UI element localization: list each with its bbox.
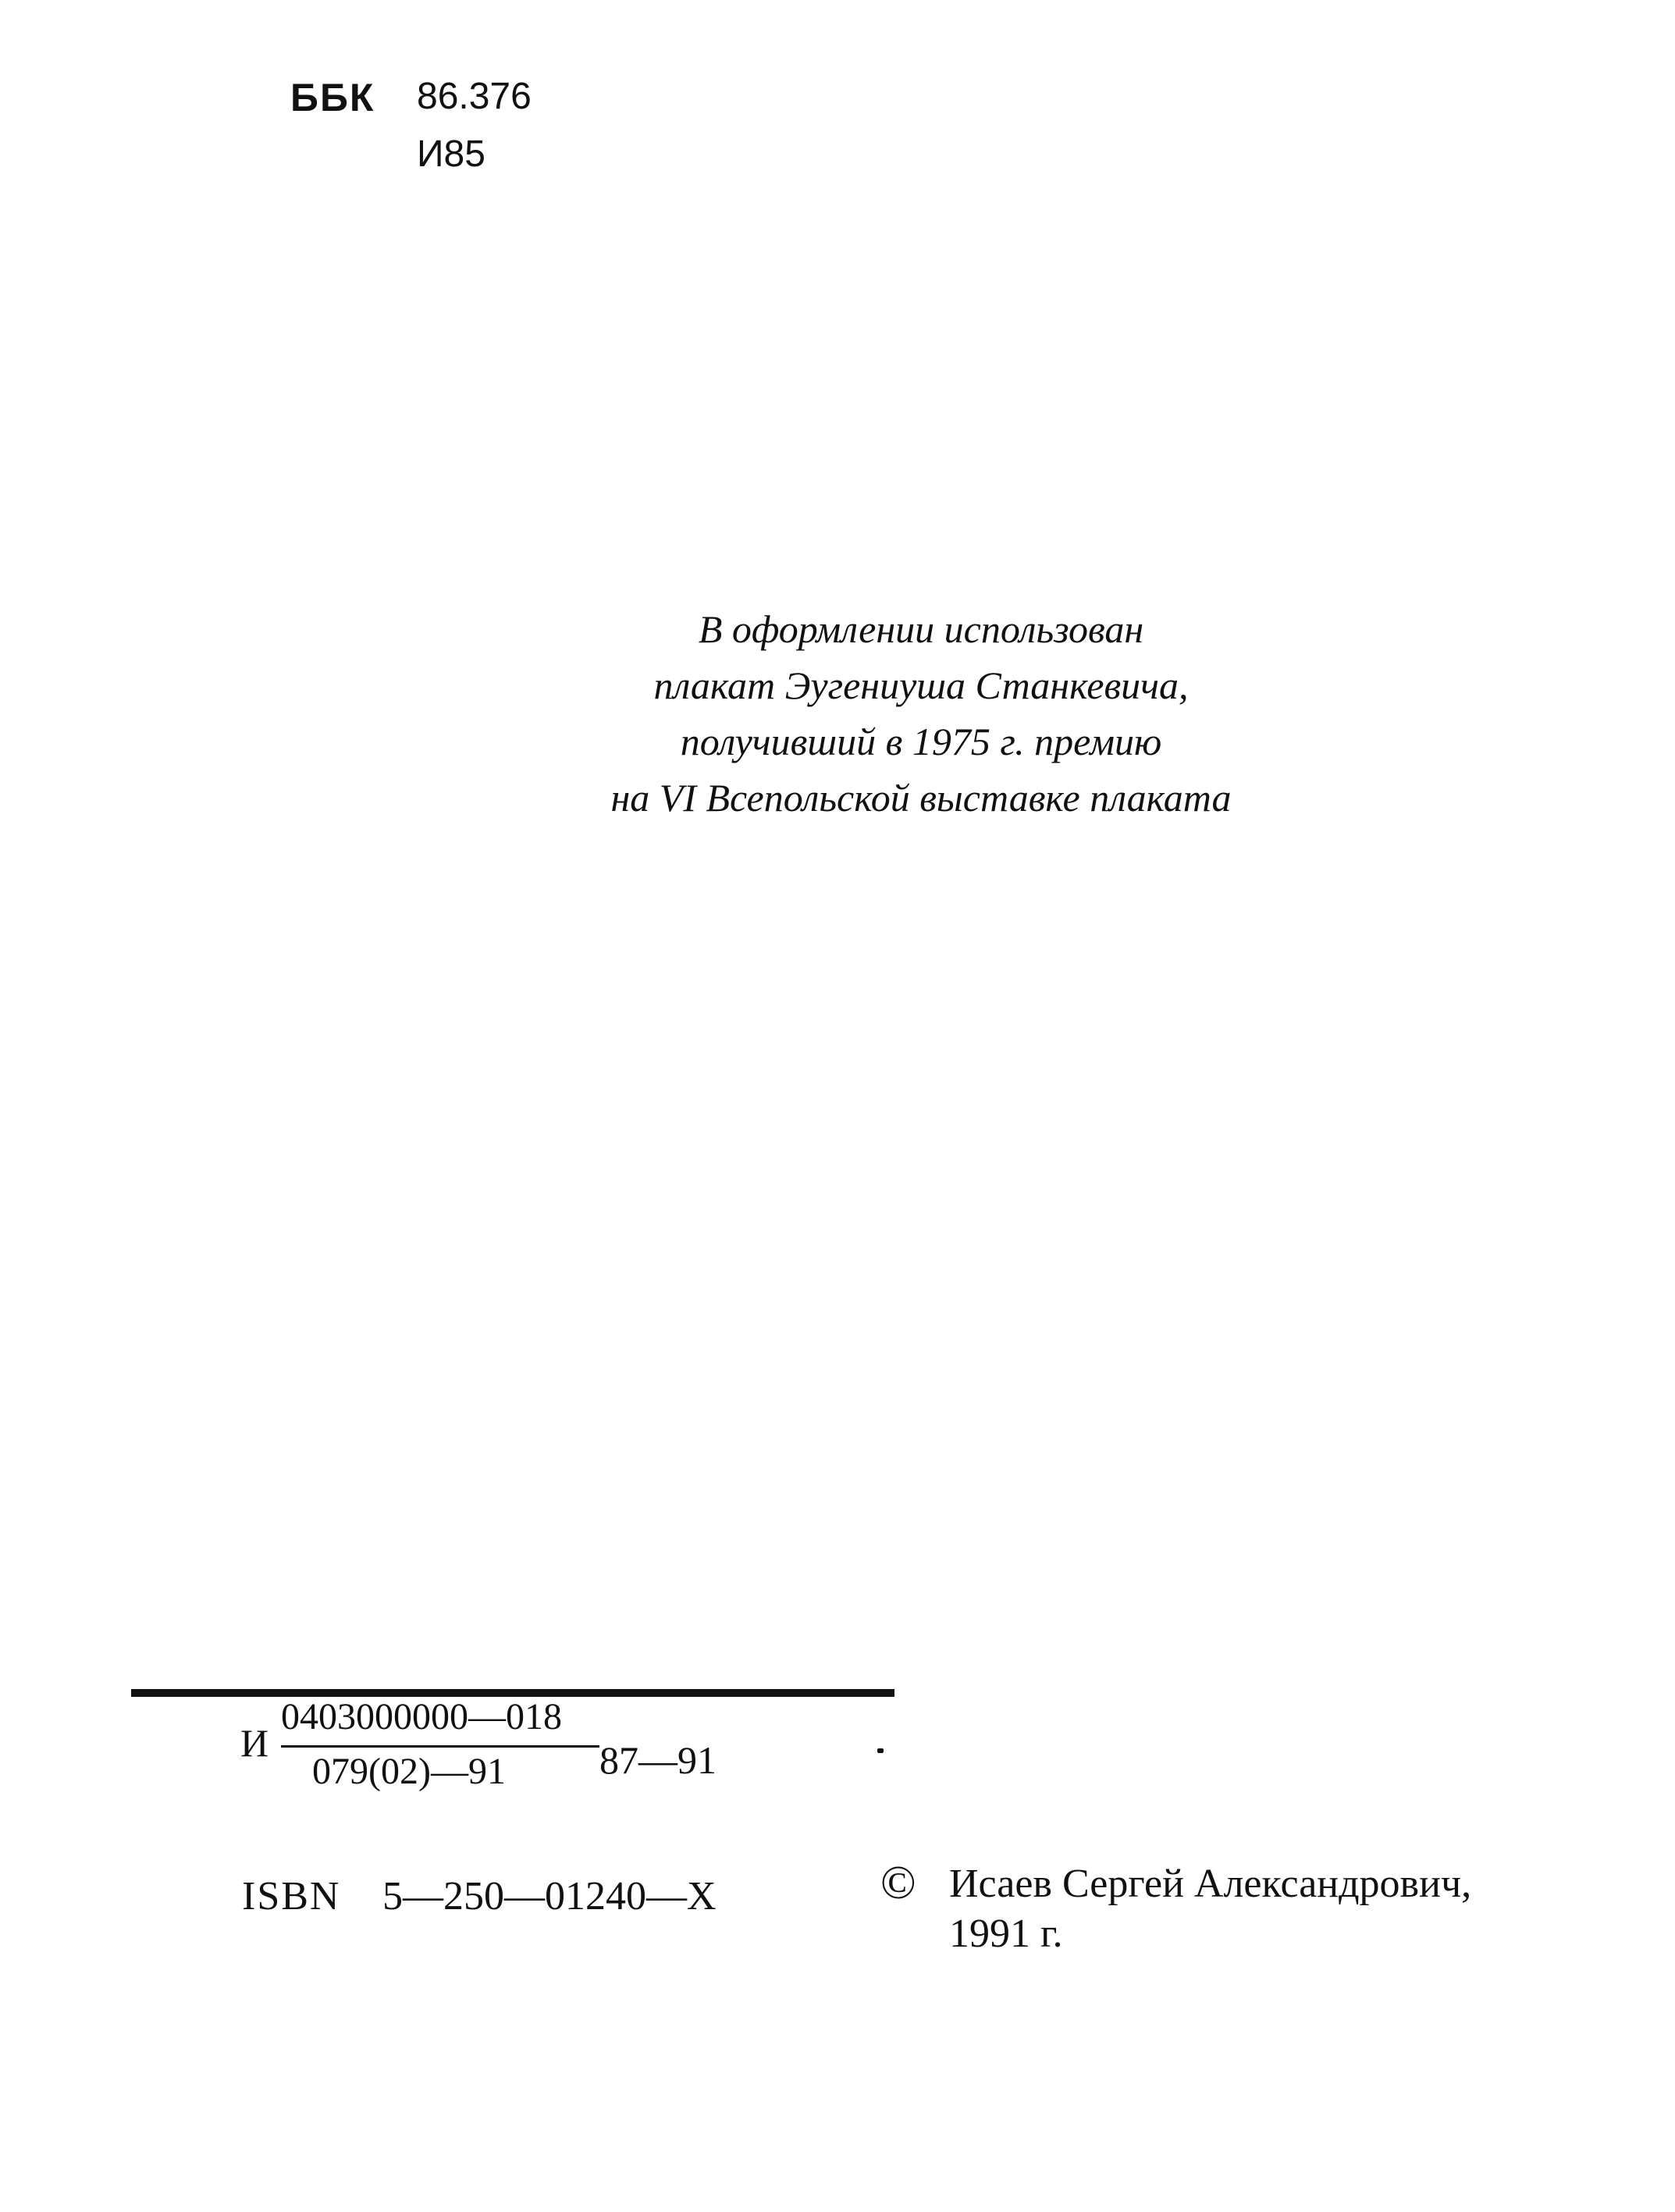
- print-speck: [877, 1748, 884, 1753]
- imprint-suffix: 87—91: [599, 1738, 717, 1782]
- design-note-line: на VI Всепольской выставке плаката: [610, 776, 1232, 820]
- copyright-icon: ©: [880, 1857, 916, 1908]
- design-note-line: В оформлении использован: [698, 607, 1144, 651]
- isbn-label: ISBN: [242, 1874, 341, 1919]
- bbk-label: ББК: [290, 76, 375, 119]
- copyright-year: 1991 г.: [949, 1911, 1063, 1956]
- design-note-line: плакат Эугениуша Станкевича,: [653, 663, 1189, 707]
- copyright-holder: Исаев Сергей Александрович,: [949, 1862, 1472, 1906]
- imprint-denominator: 079(02)—91: [312, 1751, 506, 1792]
- author-mark: И85: [417, 133, 485, 175]
- design-note: [468, 601, 1374, 826]
- bbk-code: 86.376: [417, 76, 532, 117]
- imprint-prefix: И: [240, 1721, 269, 1765]
- isbn-number: 5—250—01240—X: [382, 1874, 717, 1919]
- imprint-numerator: 0403000000—018: [281, 1696, 562, 1737]
- design-note-line: получивший в 1975 г. премию: [680, 720, 1162, 763]
- fraction-line: [281, 1745, 599, 1748]
